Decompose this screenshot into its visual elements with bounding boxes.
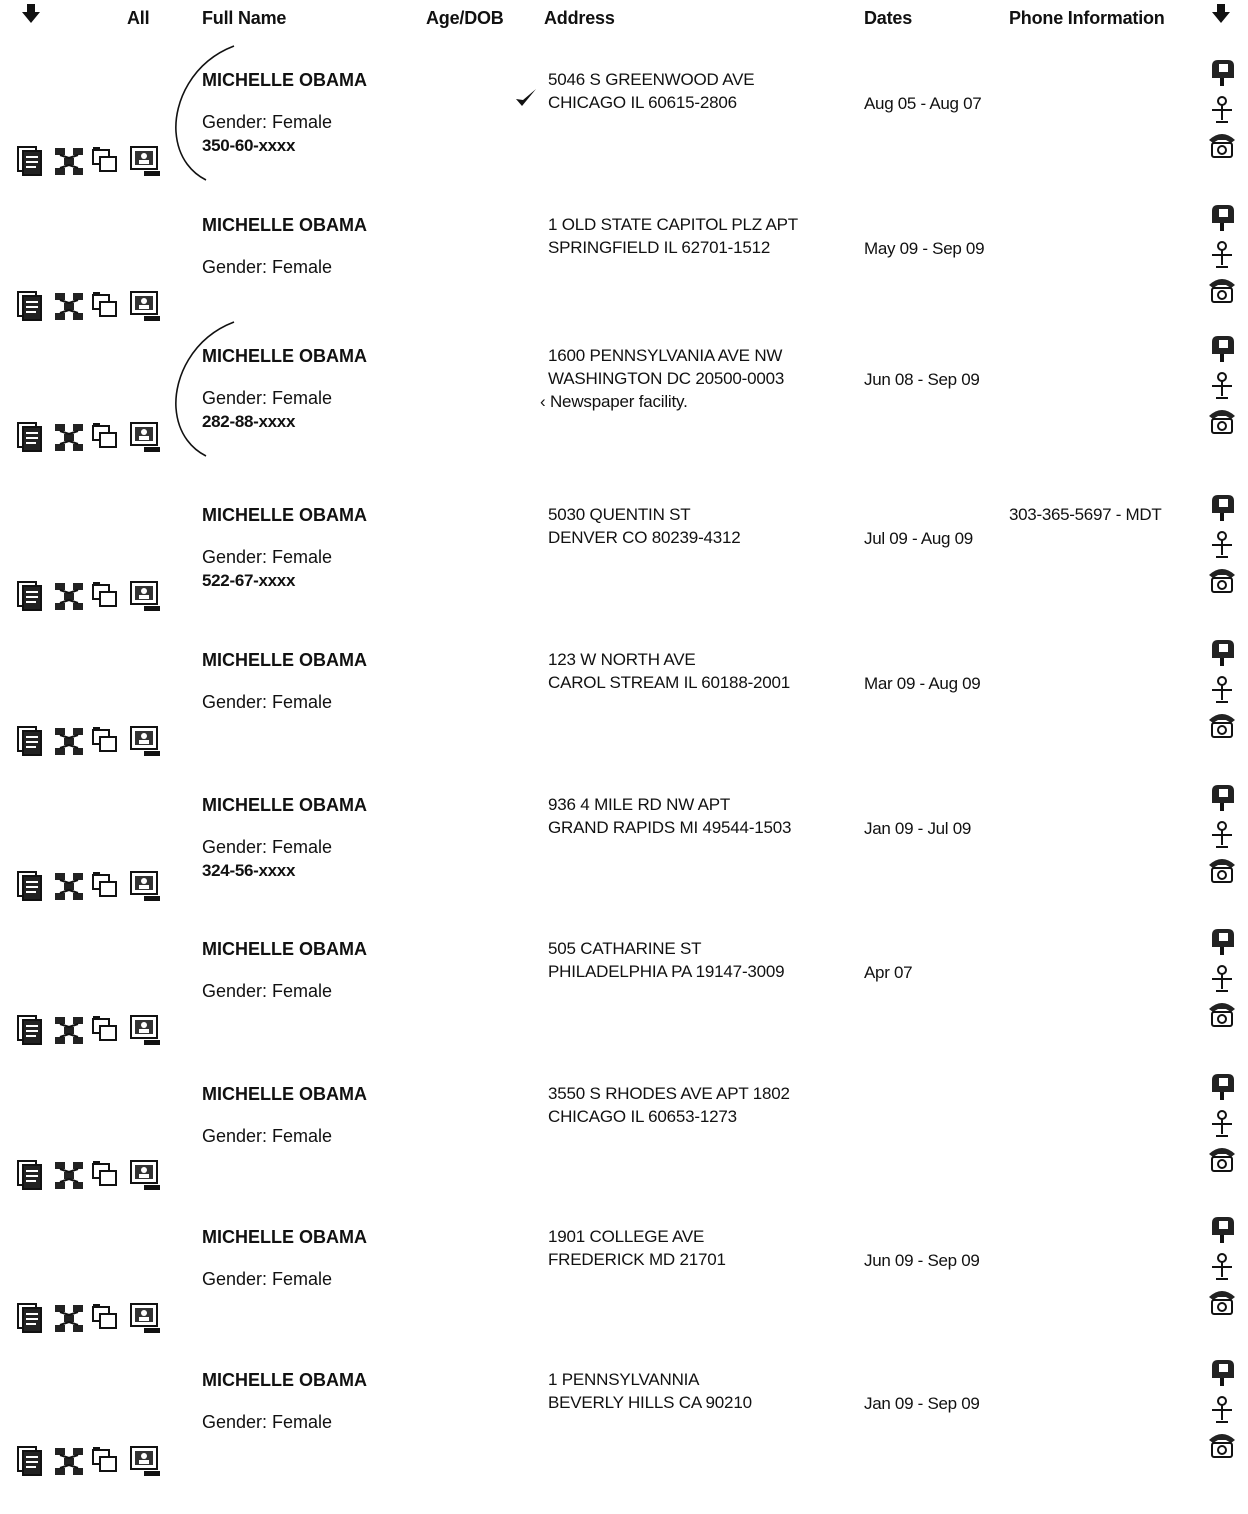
phone-icon[interactable] bbox=[1206, 273, 1238, 305]
person-icon[interactable] bbox=[1206, 963, 1238, 995]
address-line-1[interactable]: 5030 QUENTIN ST bbox=[548, 505, 691, 524]
address-line-2: DENVER CO 80239-4312 bbox=[548, 528, 741, 547]
select-all-link[interactable]: All bbox=[127, 8, 150, 28]
copy-icon[interactable] bbox=[90, 1158, 124, 1192]
report-icon[interactable] bbox=[14, 289, 48, 323]
full-name[interactable]: MICHELLE OBAMA bbox=[202, 650, 367, 670]
report-icon[interactable] bbox=[14, 869, 48, 903]
phone-icon[interactable] bbox=[1206, 128, 1238, 160]
network-icon[interactable] bbox=[52, 420, 86, 454]
address-note: ‹ Newspaper facility. bbox=[540, 392, 688, 411]
gender-text: Gender: Female bbox=[202, 547, 333, 567]
report-icon[interactable] bbox=[14, 420, 48, 454]
gender-text: Gender: Female bbox=[202, 1269, 333, 1289]
dates-text: Jan 09 - Sep 09 bbox=[864, 1394, 980, 1413]
mailbox-icon[interactable] bbox=[1206, 1213, 1238, 1245]
mailbox-icon[interactable] bbox=[1206, 925, 1238, 957]
address-line-1[interactable]: 505 CATHARINE ST bbox=[548, 939, 702, 958]
report-icon[interactable] bbox=[14, 724, 48, 758]
phone-icon[interactable] bbox=[1206, 1285, 1238, 1317]
full-name[interactable]: MICHELLE OBAMA bbox=[202, 939, 367, 959]
network-icon[interactable] bbox=[52, 1013, 86, 1047]
address-line-2: SPRINGFIELD IL 62701-1512 bbox=[548, 238, 771, 257]
full-name[interactable]: MICHELLE OBAMA bbox=[202, 1227, 367, 1247]
row-side-icons bbox=[1198, 70, 1246, 214]
network-icon[interactable] bbox=[52, 579, 86, 613]
copy-icon[interactable] bbox=[90, 1444, 124, 1478]
address-line-2: BEVERLY HILLS CA 90210 bbox=[548, 1393, 752, 1412]
row-side-icons bbox=[1198, 650, 1246, 794]
table-header bbox=[0, 0, 1248, 40]
row-side-icons bbox=[1198, 1370, 1246, 1514]
person-icon[interactable] bbox=[128, 1444, 162, 1478]
row-side-icons bbox=[1198, 1084, 1246, 1228]
copy-icon[interactable] bbox=[90, 869, 124, 903]
address-line-1[interactable]: 1 OLD STATE CAPITOL PLZ APT bbox=[548, 215, 798, 234]
mailbox-icon[interactable] bbox=[1206, 201, 1238, 233]
address-line-1[interactable]: 5046 S GREENWOOD AVE bbox=[548, 70, 755, 89]
address-line-1[interactable]: 1 PENNSYLVANNIA bbox=[548, 1370, 700, 1389]
row-side-icons bbox=[1198, 505, 1246, 649]
column-phone-information[interactable]: Phone Information bbox=[1009, 8, 1165, 28]
ssn-text: 350-60-xxxx bbox=[202, 136, 296, 155]
row-side-icons bbox=[1198, 1227, 1246, 1371]
person-icon[interactable] bbox=[1206, 94, 1238, 126]
person-icon[interactable] bbox=[1206, 819, 1238, 851]
report-icon[interactable] bbox=[14, 1444, 48, 1478]
table-row bbox=[0, 1370, 1248, 1514]
mailbox-icon[interactable] bbox=[1206, 491, 1238, 523]
person-icon[interactable] bbox=[128, 1013, 162, 1047]
copy-icon[interactable] bbox=[90, 579, 124, 613]
address-line-1[interactable]: 1901 COLLEGE AVE bbox=[548, 1227, 705, 1246]
sort-down-arrow-icon[interactable] bbox=[22, 12, 40, 23]
person-icon[interactable] bbox=[1206, 370, 1238, 402]
table-row bbox=[0, 1227, 1248, 1371]
report-icon[interactable] bbox=[14, 1158, 48, 1192]
network-icon[interactable] bbox=[52, 144, 86, 178]
gender-text: Gender: Female bbox=[202, 837, 333, 857]
report-icon[interactable] bbox=[14, 1301, 48, 1335]
table-row bbox=[0, 939, 1248, 1083]
address-line-2: PHILADELPHIA PA 19147-3009 bbox=[548, 962, 785, 981]
full-name[interactable]: MICHELLE OBAMA bbox=[202, 1084, 367, 1104]
person-icon[interactable] bbox=[1206, 239, 1238, 271]
ssn-text: 324-56-xxxx bbox=[202, 861, 296, 880]
person-icon[interactable] bbox=[1206, 1108, 1238, 1140]
person-icon[interactable] bbox=[1206, 1251, 1238, 1283]
table-row bbox=[0, 650, 1248, 794]
row-action-icons bbox=[14, 1444, 164, 1484]
full-name[interactable]: MICHELLE OBAMA bbox=[202, 795, 367, 815]
table-row bbox=[0, 346, 1248, 490]
verified-check-icon bbox=[514, 86, 538, 110]
copy-icon[interactable] bbox=[90, 420, 124, 454]
person-icon[interactable] bbox=[128, 1158, 162, 1192]
table-row bbox=[0, 1084, 1248, 1228]
table-row bbox=[0, 505, 1248, 649]
network-icon[interactable] bbox=[52, 289, 86, 323]
row-side-icons bbox=[1198, 939, 1246, 1083]
phone-icon[interactable] bbox=[1206, 1142, 1238, 1174]
row-action-icons bbox=[14, 1013, 164, 1053]
row-action-icons bbox=[14, 1301, 164, 1341]
dates-text: Apr 07 bbox=[864, 963, 913, 982]
phone-icon[interactable] bbox=[1206, 404, 1238, 436]
sort-down-arrow-icon[interactable] bbox=[1212, 12, 1230, 23]
full-name[interactable]: MICHELLE OBAMA bbox=[202, 505, 367, 525]
gender-text: Gender: Female bbox=[202, 388, 333, 408]
table-row bbox=[0, 795, 1248, 939]
report-icon[interactable] bbox=[14, 579, 48, 613]
person-icon[interactable] bbox=[1206, 1394, 1238, 1426]
person-icon[interactable] bbox=[128, 869, 162, 903]
network-icon[interactable] bbox=[52, 724, 86, 758]
dates-text: Jun 09 - Sep 09 bbox=[864, 1251, 980, 1270]
column-full-name[interactable]: Full Name bbox=[202, 8, 287, 28]
table-row bbox=[0, 70, 1248, 214]
row-action-icons bbox=[14, 869, 164, 909]
full-name[interactable]: MICHELLE OBAMA bbox=[202, 215, 367, 235]
row-action-icons bbox=[14, 144, 164, 184]
copy-icon[interactable] bbox=[90, 144, 124, 178]
address-line-2: GRAND RAPIDS MI 49544-1503 bbox=[548, 818, 792, 837]
mailbox-icon[interactable] bbox=[1206, 56, 1238, 88]
address-line-2: CHICAGO IL 60615-2806 bbox=[548, 93, 737, 112]
ssn-text: 282-88-xxxx bbox=[202, 412, 296, 431]
gender-text: Gender: Female bbox=[202, 981, 333, 1001]
mailbox-icon[interactable] bbox=[1206, 332, 1238, 364]
network-icon[interactable] bbox=[52, 1444, 86, 1478]
mailbox-icon[interactable] bbox=[1206, 1070, 1238, 1102]
address-line-2: FREDERICK MD 21701 bbox=[548, 1250, 726, 1269]
person-icon[interactable] bbox=[128, 579, 162, 613]
gender-text: Gender: Female bbox=[202, 1412, 333, 1432]
full-name[interactable]: MICHELLE OBAMA bbox=[202, 1370, 367, 1390]
gender-text: Gender: Female bbox=[202, 112, 333, 132]
copy-icon[interactable] bbox=[90, 724, 124, 758]
gender-text: Gender: Female bbox=[202, 692, 333, 712]
row-action-icons bbox=[14, 724, 164, 764]
column-age-dob[interactable]: Age/DOB bbox=[426, 8, 504, 28]
column-address[interactable]: Address bbox=[544, 8, 615, 28]
person-icon[interactable] bbox=[1206, 529, 1238, 561]
network-icon[interactable] bbox=[52, 869, 86, 903]
phone-text[interactable]: 303-365-5697 - MDT bbox=[1009, 505, 1162, 524]
copy-icon[interactable] bbox=[90, 1013, 124, 1047]
person-icon[interactable] bbox=[128, 289, 162, 323]
address-line-1[interactable]: 1600 PENNSYLVANIA AVE NW bbox=[548, 346, 783, 365]
dates-text: Mar 09 - Aug 09 bbox=[864, 674, 981, 693]
person-icon[interactable] bbox=[128, 1301, 162, 1335]
phone-icon[interactable] bbox=[1206, 1428, 1238, 1460]
address-line-2: CAROL STREAM IL 60188-2001 bbox=[548, 673, 791, 692]
row-side-icons bbox=[1198, 795, 1246, 939]
report-icon[interactable] bbox=[14, 144, 48, 178]
row-action-icons bbox=[14, 1158, 164, 1198]
gender-text: Gender: Female bbox=[202, 257, 333, 277]
copy-icon[interactable] bbox=[90, 1301, 124, 1335]
address-line-1[interactable]: 3550 S RHODES AVE APT 1802 bbox=[548, 1084, 790, 1103]
column-dates[interactable]: Dates bbox=[864, 8, 913, 28]
report-icon[interactable] bbox=[14, 1013, 48, 1047]
row-side-icons bbox=[1198, 346, 1246, 490]
phone-icon[interactable] bbox=[1206, 563, 1238, 595]
person-icon[interactable] bbox=[128, 144, 162, 178]
phone-icon[interactable] bbox=[1206, 853, 1238, 885]
copy-icon[interactable] bbox=[90, 289, 124, 323]
mailbox-icon[interactable] bbox=[1206, 636, 1238, 668]
person-icon[interactable] bbox=[128, 420, 162, 454]
dates-text: Jul 09 - Aug 09 bbox=[864, 529, 973, 548]
person-icon[interactable] bbox=[1206, 674, 1238, 706]
network-icon[interactable] bbox=[52, 1158, 86, 1192]
dates-text: Jun 08 - Sep 09 bbox=[864, 370, 980, 389]
row-action-icons bbox=[14, 289, 164, 329]
full-name[interactable]: MICHELLE OBAMA bbox=[202, 70, 367, 90]
address-line-2: WASHINGTON DC 20500-0003 bbox=[548, 369, 785, 388]
mailbox-icon[interactable] bbox=[1206, 781, 1238, 813]
gender-text: Gender: Female bbox=[202, 1126, 333, 1146]
person-icon[interactable] bbox=[128, 724, 162, 758]
address-line-1[interactable]: 936 4 MILE RD NW APT bbox=[548, 795, 731, 814]
ssn-text: 522-67-xxxx bbox=[202, 571, 296, 590]
row-action-icons bbox=[14, 420, 164, 460]
dates-text: Aug 05 - Aug 07 bbox=[864, 94, 982, 113]
dates-text: Jan 09 - Jul 09 bbox=[864, 819, 972, 838]
mailbox-icon[interactable] bbox=[1206, 1356, 1238, 1388]
network-icon[interactable] bbox=[52, 1301, 86, 1335]
address-line-1[interactable]: 123 W NORTH AVE bbox=[548, 650, 696, 669]
full-name[interactable]: MICHELLE OBAMA bbox=[202, 346, 367, 366]
phone-icon[interactable] bbox=[1206, 997, 1238, 1029]
address-line-2: CHICAGO IL 60653-1273 bbox=[548, 1107, 737, 1126]
row-action-icons bbox=[14, 579, 164, 619]
phone-icon[interactable] bbox=[1206, 708, 1238, 740]
dates-text: May 09 - Sep 09 bbox=[864, 239, 985, 258]
